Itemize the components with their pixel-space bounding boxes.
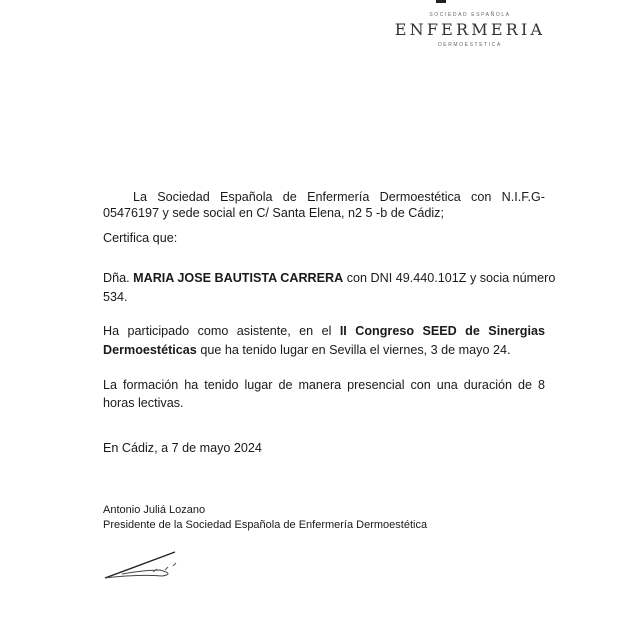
event-line-2 — [103, 342, 545, 358]
training-line-1: La formación ha tenido lugar de manera presencial con una duración de 8 — [103, 378, 545, 392]
intro-line-2: 05476197 y sede social en C/ Santa Elena, n2 5 -b de Cádiz; — [103, 206, 444, 220]
signer-name: Antonio Juliá Lozano — [103, 504, 206, 516]
place-date: En Cádiz, a 7 de mayo 2024 — [103, 441, 262, 455]
event-name-cont: Dermoestéticas — [103, 343, 197, 357]
logo-main-text: ENFERMERIA — [394, 20, 546, 39]
member-line-1 — [103, 270, 556, 286]
member-prefix: Dña. — [103, 271, 130, 285]
certifica-heading: Certifica que: — [103, 231, 178, 245]
event-prefix: Ha participado como asistente, en el — [103, 324, 332, 338]
society-logo — [380, 0, 560, 48]
event-line-1 — [103, 323, 545, 339]
signer-title: Presidente de la Sociedad Española de Enfermería Dermoestética — [103, 519, 428, 531]
intro-line-1: La Sociedad Española de Enfermería Dermoestética con N.I.F.G- — [133, 190, 545, 204]
logo-bottom-text: DERMOESTETICA — [438, 42, 502, 48]
member-name: MARIA JOSE BAUTISTA CARRERA — [133, 271, 344, 285]
signature-image — [100, 548, 190, 583]
training-line-2: horas lectivas. — [103, 396, 184, 410]
member-line-2: 534. — [103, 290, 128, 304]
member-dni: con DNI 49.440.101Z y socia número — [346, 271, 556, 285]
event-details: que ha tenido lugar en Sevilla el viernes, 3 de mayo 24. — [200, 343, 511, 357]
event-name: II Congreso SEED de Sinergias — [339, 324, 545, 338]
logo-top-text: SOCIEDAD ESPAÑOLA — [429, 12, 511, 18]
